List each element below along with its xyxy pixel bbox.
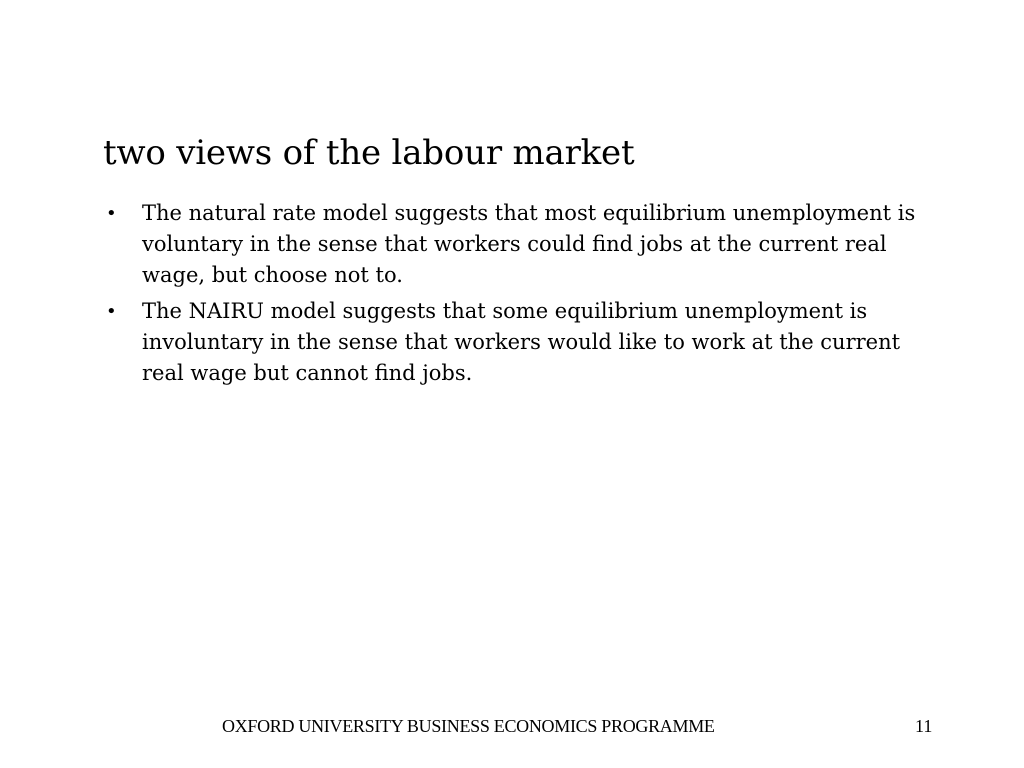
footer-text: OXFORD UNIVERSITY BUSINESS ECONOMICS PROGRAMME	[222, 716, 715, 736]
bullet-list	[103, 198, 933, 394]
page-number: 11	[915, 716, 933, 736]
bullet-item-nairu	[103, 296, 933, 389]
bullet-marker: •	[106, 203, 117, 224]
bullet-text: The NAIRU model suggests that some equilibrium unemployment is involuntary in the sense that workers would like to work at the current real wage but cannot find jobs.	[142, 299, 901, 385]
bullet-marker: •	[106, 301, 117, 322]
bullet-text: The natural rate model suggests that most equilibrium unemployment is voluntary in the sense that workers could find jobs at the current real wage, but choose not to.	[142, 201, 916, 287]
bullet-item-natural-rate	[103, 198, 933, 291]
slide-title: two views of the labour market	[103, 133, 635, 173]
